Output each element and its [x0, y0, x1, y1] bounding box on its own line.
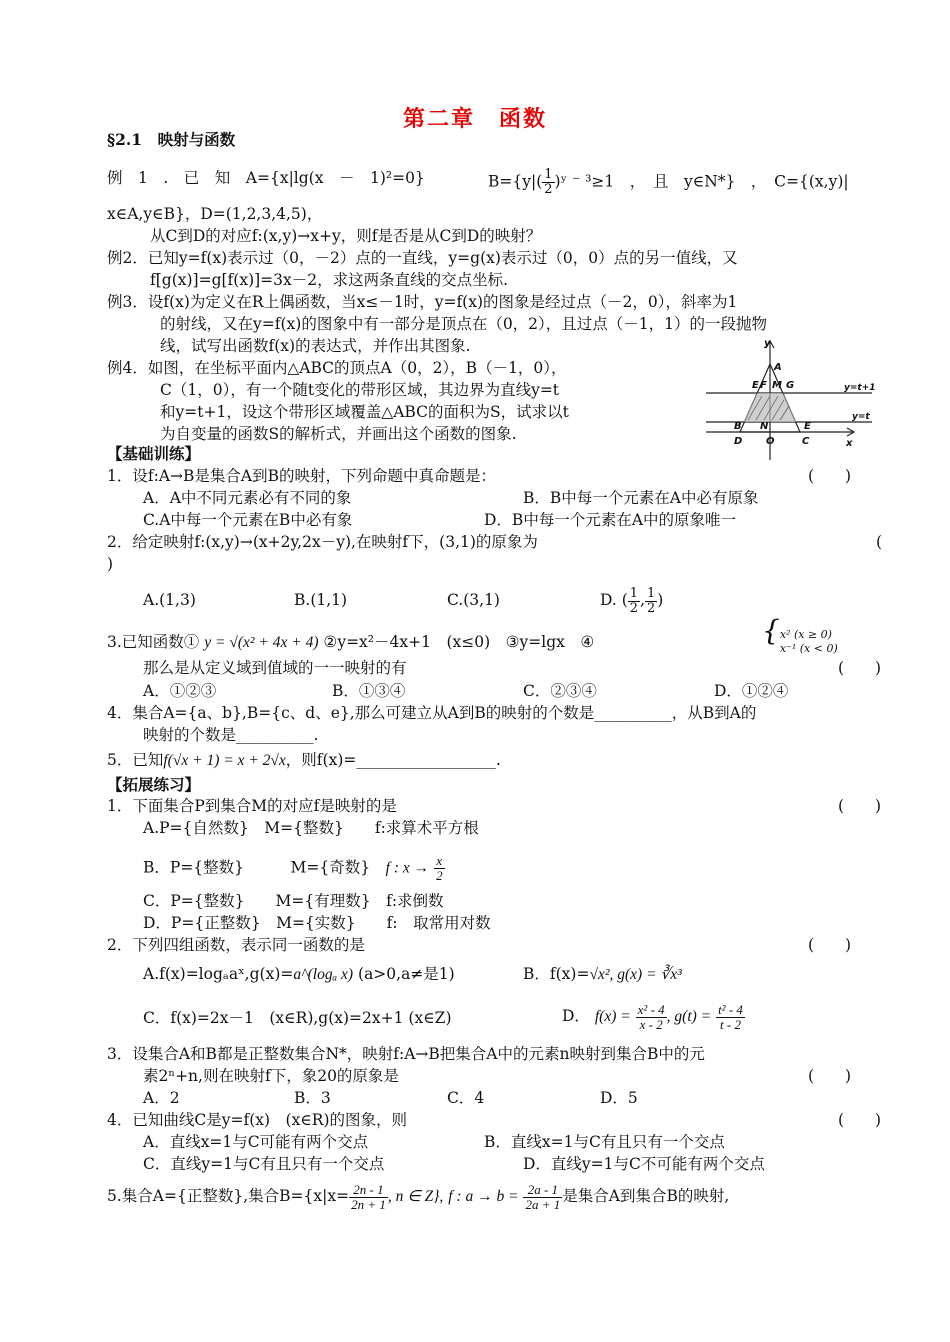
basic-q2-paren-open: (	[876, 533, 883, 551]
ext-q4: 4．已知曲线C是y=f(x) (x∈R)的图象，则	[107, 1111, 408, 1129]
basic-q2-option-a: A.(1,3)	[143, 591, 196, 609]
basic-q1-answer-paren: ( )	[808, 467, 852, 485]
ext-q2-option-d: D． f(x) = $\frac{\text{x² - 4}}{x - 2}$ , g(t) = $\frac{\text{t² - 4}}{t - 2}$	[562, 1001, 743, 1032]
fig-label-o: O	[766, 436, 775, 447]
fig-label-a: A	[774, 362, 782, 373]
basic-q1-option-c: C.A中每一个元素在B中必有象	[143, 511, 353, 529]
ext-q2: 2．下列四组函数，表示同一函数的是	[107, 936, 365, 954]
extension-heading: 【拓展练习】	[107, 775, 201, 794]
example-2-line-1: 例2．已知y=f(x)表示过（0，－2）点的一直线，y=g(x)表示过（0，0）点的另一值线，又	[107, 249, 738, 267]
ext-q5: 5.集合A={正整数},集合B={x|x= $\frac{2n - 1}{2n + 1}$ , n ∈ Z}, f : a → b = $\frac{2a - 1}{2a + 1}$ 是集合A到集合B的映射,	[107, 1181, 730, 1212]
fig-label-d: D	[734, 436, 743, 447]
example-1-line-2: x∈A,y∈B}，D=(1,2,3,4,5)，	[107, 205, 323, 223]
example-1-line-3: 从C到D的对应f:(x,y)→x+y，则f是否是从C到D的映射？	[150, 227, 542, 245]
example-1-fraction: $\frac{1}{2}$	[544, 167, 553, 197]
ext-q1-option-a: A.P={自然数} M={整数} f:求算术平方根	[143, 819, 479, 837]
fig-label-e-top: E	[752, 380, 759, 391]
example-4-line-2: C（1，0），有一个随t变化的带形区域，其边界为直线y=t	[160, 381, 560, 399]
basic-q3-formula-1: y = √(x² + 4x + 4)	[204, 634, 319, 651]
example-4-line-4: 为自变量的函数S的解析式，并画出这个函数的图象.	[160, 425, 517, 443]
section-heading: §2.1 映射与函数	[107, 130, 236, 149]
example-1-b-pre: B={y|(	[488, 172, 543, 191]
fig-label-f: F	[760, 380, 767, 391]
basic-q4-line-2: 映射的个数是__________.	[143, 726, 319, 744]
basic-q3-answer-paren: ( )	[838, 659, 882, 677]
basic-q1-option-b: B．B中每一个元素在A中必有原象	[523, 489, 759, 507]
example-1-set-b	[488, 168, 849, 197]
triangle-band-figure	[704, 336, 880, 464]
ext-q2-option-b: B．f(x)=√x², g(x) = ∛x³	[523, 965, 682, 983]
ext-q4-option-d: D．直线y=1与C不可能有两个交点	[523, 1155, 765, 1173]
ext-q3-option-a: A．2	[143, 1089, 180, 1107]
fig-label-x: x	[846, 438, 853, 449]
ext-q1-option-c: C．P={整数} M={有理数} f:求倒数	[143, 892, 444, 910]
ext-q3-option-b: B．3	[294, 1089, 331, 1107]
fig-label-c: C	[802, 436, 810, 447]
basic-q3-question: 那么是从定义域到值域的一一映射的有	[143, 659, 407, 677]
basic-training-heading: 【基础训练】	[107, 444, 201, 463]
fig-label-m: M	[772, 380, 782, 391]
basic-q1: 1．设f:A→B是集合A到B的映射，下列命题中真命题是：	[107, 467, 496, 485]
basic-q3-option-b: B．①③④	[332, 682, 406, 700]
example-1-b-post: )ʸ ⁻ ³≥1 ， 且 y∈N*} ， C={(x,y)|	[554, 172, 849, 191]
basic-q3-option-a: A．①②③	[143, 682, 217, 700]
ext-q4-option-c: C．直线y=1与C有且只有一个交点	[143, 1155, 385, 1173]
basic-q2-option-c: C.(3,1)	[447, 591, 500, 609]
example-2-line-2: f[g(x)]=g[f(x)]=3x－2，求这两条直线的交点坐标.	[150, 271, 509, 289]
basic-q1-option-d: D．B中每一个元素在A中的原象唯一	[484, 511, 737, 529]
example-3-line-1: 例3．设f(x)为定义在R上偶函数，当x≤－1时，y=f(x)的图象是经过点（－2，0），斜率为1	[107, 293, 738, 311]
ext-q3-line-2: 素2ⁿ+n,则在映射f下，象20的原象是	[143, 1067, 399, 1085]
ext-q3-option-c: C．4	[447, 1089, 485, 1107]
basic-q5-formula: f(√x + 1) = x + 2√x	[163, 752, 286, 769]
fig-label-y-t: y=t	[852, 412, 870, 422]
ext-q2-answer-paren: ( )	[808, 936, 852, 954]
ext-q4-answer-paren: ( )	[838, 1111, 882, 1129]
example-1-line-1: 例 1 . 已 知 A={x|lg(x － 1)²=0}	[107, 169, 425, 187]
fig-label-b: B	[734, 421, 742, 432]
fig-label-y: y	[764, 338, 771, 349]
fig-label-e-bottom: E	[804, 421, 811, 432]
basic-q3-option-c: C．②③④	[523, 682, 597, 700]
basic-q4-line-1: 4．集合A={a、b},B={c、d、e},那么可建立从A到B的映射的个数是__________，从B到A的	[107, 704, 757, 722]
basic-q2-paren-close: )	[107, 555, 114, 573]
basic-q2-option-d: D. ( $\frac{1}{2}$ , $\frac{1}{2}$ )	[600, 585, 664, 616]
basic-q3-piecewise: { x² (x ≥ 0) x⁻¹ (x < 0)	[762, 614, 838, 655]
basic-q3: 3.已知函数① y = √(x² + 4x + 4) ②y=x²－4x+1 (x≤0) ③y=lgx ④	[107, 633, 595, 651]
example-4-line-3: 和y=t+1，设这个带形区域覆盖△ABC的面积为S，试求以t	[160, 403, 569, 421]
example-4-line-1: 例4．如图，在坐标平面内△ABC的顶点A（0，2），B（－1，0），	[107, 359, 567, 377]
ext-q1-option-d: D．P={正整数} M={实数} f: 取常用对数	[143, 914, 491, 932]
ext-q2-option-c: C．f(x)=2x－1 (x∈R),g(x)=2x+1 (x∈Z)	[143, 1009, 452, 1027]
ext-q1: 1．下面集合P到集合M的对应f是映射的是	[107, 797, 397, 815]
ext-q3-option-d: D．5	[600, 1089, 638, 1107]
fig-label-g: G	[786, 380, 795, 391]
fig-label-n: N	[760, 421, 769, 432]
basic-q1-option-a: A．A中不同元素必有不同的象	[143, 489, 352, 507]
ext-q2-option-a: A.f(x)=logₐaˣ,g(x)=a^(logₐ x) (a>0,a≠是1)	[143, 965, 455, 983]
chapter-title: 第二章 函数	[402, 106, 547, 132]
ext-q4-option-b: B．直线x=1与C有且只有一个交点	[484, 1133, 725, 1151]
basic-q5: 5．已知f(√x + 1) = x + 2√x，则f(x)=__________________.	[107, 751, 501, 769]
example-3-line-2: 的射线，又在y=f(x)的图象中有一部分是顶点在（0，2），且过点（－1，1）的一段抛物	[160, 315, 768, 333]
fig-label-y-t-plus-1: y=t+1	[844, 383, 876, 393]
example-3-line-3: 线，试写出函数f(x)的表达式，并作出其图象.	[160, 337, 471, 355]
ext-q4-option-a: A．直线x=1与C可能有两个交点	[143, 1133, 369, 1151]
ext-q3-line-1: 3．设集合A和B都是正整数集合N*，映射f:A→B把集合A中的元素n映射到集合B中的元	[107, 1045, 705, 1063]
ext-q3-answer-paren: ( )	[808, 1067, 852, 1085]
basic-q3-option-d: D．①②④	[714, 682, 789, 700]
basic-q2-option-b: B.(1,1)	[294, 591, 348, 609]
ext-q1-option-b: B．P={整数} M={奇数} f : x → $\frac{x}{2}$	[143, 853, 443, 883]
basic-q2: 2．给定映射f:(x,y)→(x+2y,2x－y),在映射f下，(3,1)的原象为	[107, 533, 538, 551]
ext-q1-answer-paren: ( )	[838, 797, 882, 815]
